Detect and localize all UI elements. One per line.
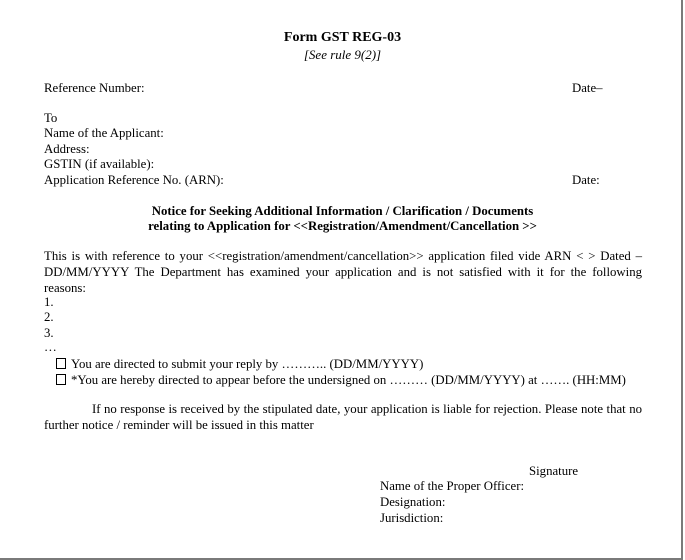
reason-item: 3. bbox=[44, 326, 54, 340]
address-label: Address: bbox=[44, 142, 90, 156]
option-reply bbox=[56, 356, 423, 372]
officer-name-label: Name of the Proper Officer: bbox=[380, 479, 525, 493]
body-paragraph: This is with reference to your <<registration/amendment/cancellation>> application filed vide ARN < > Dated –DD/MM/YYYY The Department has examined your application and is not satisfied with it for the following reasons: bbox=[44, 249, 642, 295]
warning-paragraph: If no response is received by the stipulated date, your application is liable for rejection. Please note that no further notice / reminder will be issued in this matter bbox=[44, 402, 642, 432]
notice-heading-line2: relating to Application for <<Registration/Amendment/Cancellation >> bbox=[148, 219, 537, 233]
to-label: To bbox=[44, 111, 58, 125]
option-appear bbox=[56, 372, 626, 388]
reason-item: … bbox=[44, 340, 57, 354]
gstin-label: GSTIN (if available): bbox=[44, 157, 155, 171]
designation-label: Designation: bbox=[380, 495, 446, 509]
reason-item: 1. bbox=[44, 295, 54, 309]
arn-label: Application Reference No. (ARN): bbox=[44, 173, 224, 187]
checkbox-icon bbox=[56, 358, 66, 369]
reason-item: 2. bbox=[44, 310, 54, 324]
checkbox-icon bbox=[56, 374, 66, 385]
form-title: Form GST REG-03 bbox=[283, 30, 402, 45]
jurisdiction-label: Jurisdiction: bbox=[380, 511, 444, 525]
date-label: Date: bbox=[572, 173, 600, 187]
rule-reference: [See rule 9(2)] bbox=[303, 47, 382, 62]
date-top-label: Date– bbox=[572, 81, 603, 95]
reference-number-label: Reference Number: bbox=[44, 81, 145, 95]
signature-label: Signature bbox=[529, 464, 579, 478]
option-appear-text: *You are hereby directed to appear before the undersigned on ……… (DD/MM/YYYY) at ……. (HH:MM) bbox=[71, 373, 626, 387]
notice-heading-line1: Notice for Seeking Additional Information / Clarification / Documents bbox=[151, 204, 534, 218]
option-reply-text: You are directed to submit your reply by ……….. (DD/MM/YYYY) bbox=[71, 357, 424, 371]
applicant-name-label: Name of the Applicant: bbox=[44, 126, 164, 140]
